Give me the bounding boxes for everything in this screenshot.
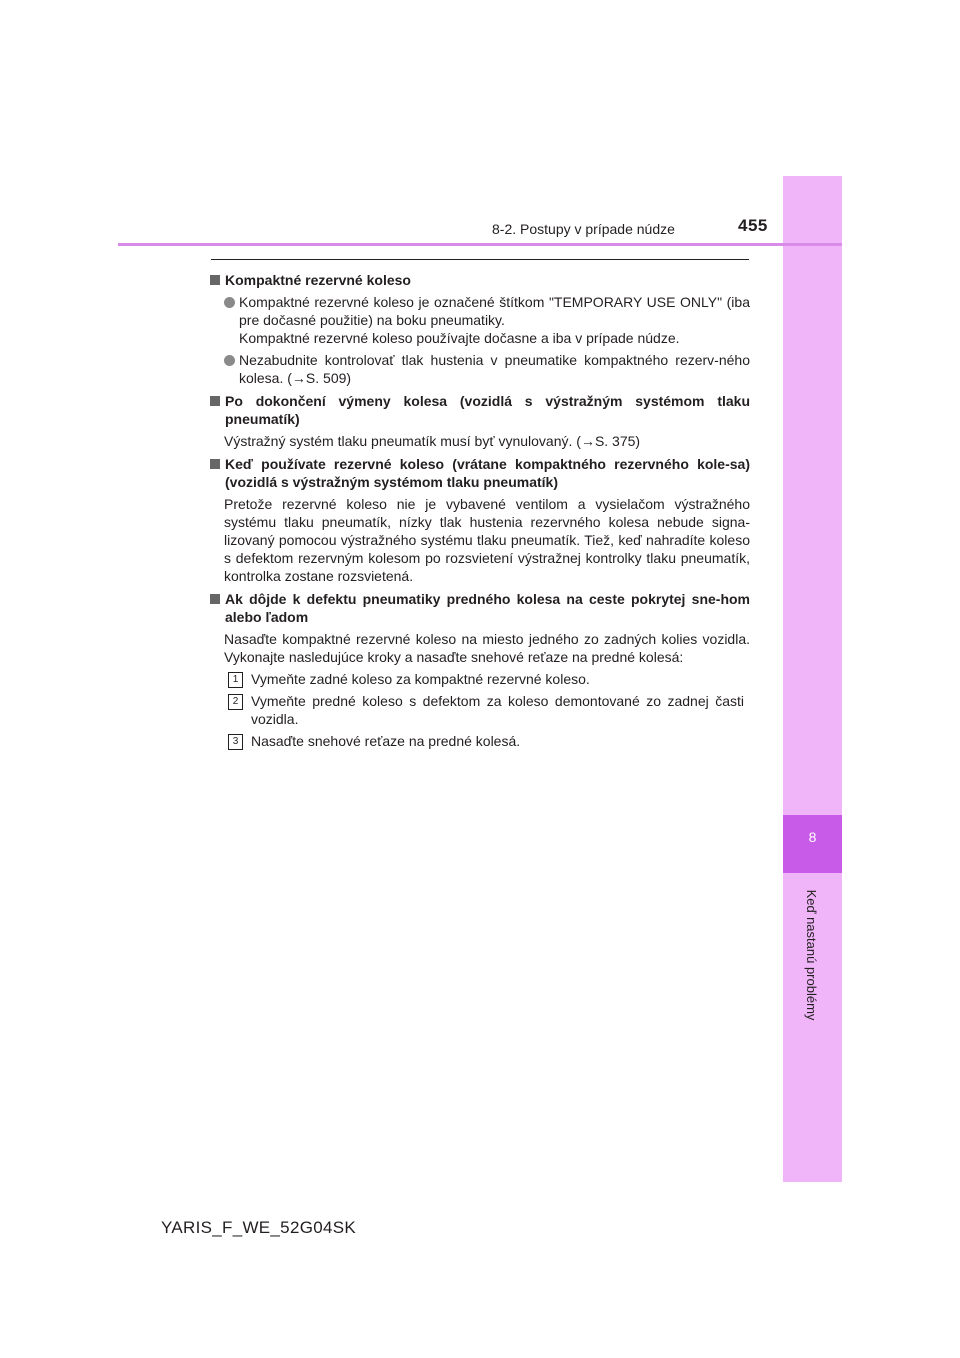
step-number: 2 <box>228 694 243 710</box>
page-number: 455 <box>738 216 768 235</box>
footer-code: YARIS_F_WE_52G04SK <box>161 1218 357 1237</box>
round-bullet-icon <box>224 297 235 308</box>
paragraph: Nasaďte kompaktné rezervné koleso na miesto jedného zo zadných kolies vozidla. Vykonajte nasledujúce kroky a nasaďte snehové reťaze na predné kolesá: <box>224 631 750 665</box>
chapter-number: 8 <box>808 829 817 845</box>
step-number: 3 <box>228 734 243 750</box>
heading-snow-ice: Ak dôjde k defektu pneumatiky predného kolesa na ceste pokrytej sne-hom alebo ľadom <box>210 590 750 626</box>
section-title: 8-2. Postupy v prípade núdze <box>492 221 675 237</box>
square-bullet-icon <box>210 459 220 469</box>
round-bullet-icon <box>224 355 235 366</box>
step-item: 3 Nasaďte snehové reťaze na predné kolesá. <box>210 732 744 750</box>
square-bullet-icon <box>210 396 220 406</box>
bullet-item: Nezabudnite kontrolovať tlak hustenia v pneumatike kompaktného rezerv-ného kolesa. (→S. 509) <box>210 351 750 387</box>
bullet-item: Kompaktné rezervné koleso je označené štítkom "TEMPORARY USE ONLY" (iba pre dočasné použitie) na boku pneumatiky. Kompaktné rezervné koleso používajte dočasne a iba v prípade núdze. <box>210 293 750 347</box>
step-item: 1 Vymeňte zadné koleso za kompaktné rezervné koleso. <box>210 670 744 688</box>
heading-using-spare: Keď používate rezervné koleso (vrátane kompaktného rezervného kole-sa) (vozidlá s výstražným systémom tlaku pneumatík) <box>210 455 750 491</box>
paragraph: Pretože rezervné koleso nie je vybavené ventilom a vysielačom výstražného systému tlaku pneumatík, nízky tlak hustenia rezervného kolesa nebude signa-lizovaný pomocou výstražného systému tlaku pneumatík. Tiež, keď nahradíte koleso s defektom rezervným kolesom po rozsvietení výstražnej kontrolky tlaku pneumatík, kontrolka zostane rozsvietená. <box>224 496 750 584</box>
paragraph: Výstražný systém tlaku pneumatík musí byť vynulovaný. (→S. 375) <box>224 433 641 449</box>
square-bullet-icon <box>210 594 220 604</box>
content-rule <box>211 259 749 260</box>
header-rule <box>118 243 842 246</box>
square-bullet-icon <box>210 275 220 285</box>
chapter-title: Keď nastanú problémy <box>804 889 819 1021</box>
side-tab <box>783 176 842 1182</box>
heading-compact-spare: Kompaktné rezervné koleso <box>210 271 750 289</box>
step-item: 2 Vymeňte predné koleso s defektom za koleso demontované zo zadnej časti vozidla. <box>210 692 744 728</box>
page-content <box>210 266 750 750</box>
step-number: 1 <box>228 672 243 688</box>
heading-after-wheel-change: Po dokončení výmeny kolesa (vozidlá s výstražným systémom tlaku pneumatík) <box>210 392 750 428</box>
